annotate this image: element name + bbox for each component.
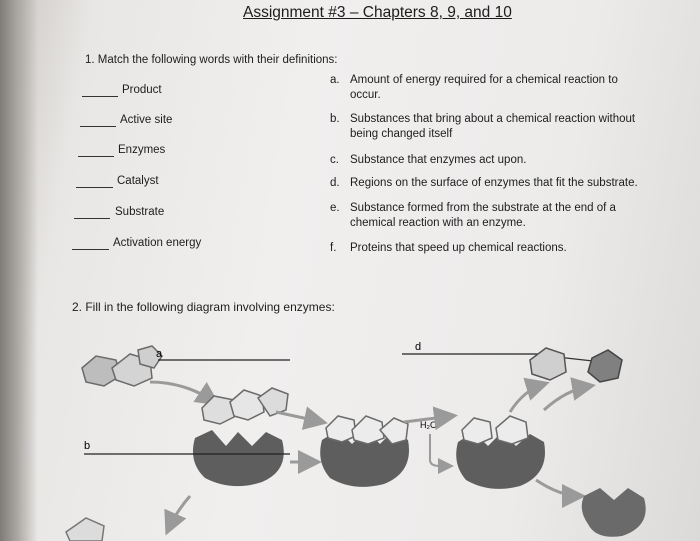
question-2-prompt: 2. Fill in the following diagram involving enzymes: [72, 300, 335, 314]
term-catalyst: Catalyst [117, 175, 159, 187]
product-molecule-2 [588, 350, 622, 382]
enzyme-diagram [0, 320, 700, 541]
water-label: H₂O [420, 420, 437, 430]
definition-c: c. Substance that enzymes act upon. [330, 154, 527, 166]
cycle-arrow [168, 496, 190, 530]
term-substrate: Substrate [115, 206, 165, 218]
free-enzyme [582, 488, 646, 537]
definition-letter: e. [330, 202, 340, 214]
enzyme-product-complex [456, 416, 545, 489]
question-1-prompt: 1. Match the following words with their definitions: [85, 54, 338, 66]
water-arrow [430, 434, 450, 466]
substrate-approaching [202, 388, 288, 424]
product-molecule-1 [530, 348, 566, 380]
definition-letter: f. [330, 242, 337, 254]
term-enzymes: Enzymes [118, 144, 166, 156]
label-a: a [156, 348, 163, 360]
release-arrow-1 [510, 384, 544, 412]
enzyme-substrate-complex [320, 416, 409, 487]
definition-d: d. Regions on the surface of enzymes that fit the substrate. [330, 177, 638, 189]
definition-letter: d. [330, 177, 340, 189]
definition-b: b. Substances that bring about a chemical reaction without being changed itself [330, 113, 636, 140]
definition-f: f. Proteins that speed up chemical reactions. [330, 242, 567, 254]
partial-molecule [66, 518, 104, 541]
binding-arrow [150, 382, 215, 402]
page-title: Assignment #3 – Chapters 8, 9, and 10 [243, 4, 512, 21]
stage-arrow-1 [276, 412, 322, 422]
answer-blank-substrate[interactable] [74, 218, 110, 219]
release-arrow-2 [544, 386, 590, 410]
definition-letter: c. [330, 154, 339, 166]
answer-blank-product[interactable] [82, 96, 118, 97]
definition-a: a. Amount of energy required for a chemical reaction to occur. [330, 74, 618, 101]
release-arrow-3 [536, 480, 580, 496]
substrate-molecule [82, 346, 162, 386]
answer-blank-active-site[interactable] [80, 126, 116, 127]
term-product: Product [122, 84, 162, 96]
definition-letter: a. [330, 74, 340, 86]
answer-blank-activation-energy[interactable] [72, 249, 109, 250]
label-b: b [84, 440, 91, 452]
answer-blank-catalyst[interactable] [76, 187, 113, 188]
definition-e: e. Substance formed from the substrate at the end of a chemical reaction with an enzyme. [330, 202, 616, 229]
answer-blank-enzymes[interactable] [78, 156, 114, 157]
definition-letter: b. [330, 113, 340, 125]
term-activation-energy: Activation energy [113, 237, 202, 249]
enzyme-1 [193, 430, 284, 486]
label-d: d [415, 341, 422, 353]
term-active-site: Active site [120, 114, 173, 126]
